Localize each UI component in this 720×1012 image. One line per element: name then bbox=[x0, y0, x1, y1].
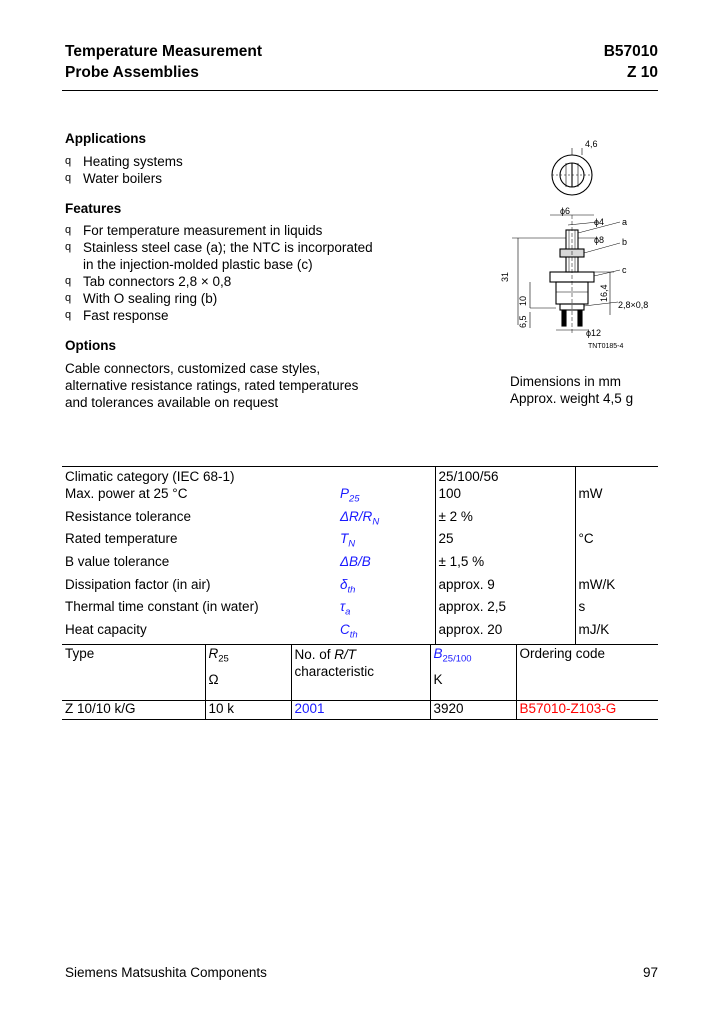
header-part-block bbox=[538, 41, 658, 83]
bullet-icon: q bbox=[65, 292, 72, 304]
list-item: q Tab connectors 2,8 × 0,8 bbox=[65, 274, 232, 289]
spec-parameter: Thermal time constant (in water) bbox=[65, 599, 259, 615]
spec-row bbox=[62, 530, 658, 553]
title-line-1: Temperature Measurement bbox=[65, 43, 262, 60]
spec-row bbox=[62, 621, 658, 644]
caption-weight: Approx. weight 4,5 g bbox=[510, 391, 634, 406]
spec-value: 25/100/56 bbox=[435, 467, 575, 486]
dim-phi12: ϕ12 bbox=[586, 328, 602, 338]
spec-row bbox=[62, 485, 658, 508]
list-item: q With O sealing ring (b) bbox=[65, 291, 218, 306]
spec-parameter: Dissipation factor (in air) bbox=[65, 576, 211, 592]
spec-unit: °C bbox=[575, 530, 658, 553]
spec-unit bbox=[575, 508, 658, 531]
spec-value: 100 bbox=[435, 485, 575, 508]
spec-unit bbox=[575, 467, 658, 486]
spec-symbol: $T_N$ bbox=[340, 531, 356, 551]
spec-value: approx. 9 bbox=[435, 576, 575, 599]
side-view bbox=[512, 215, 620, 335]
drawing-caption bbox=[510, 373, 633, 407]
spec-value: 25 bbox=[435, 530, 575, 553]
model-number: Z 10 bbox=[626, 64, 658, 81]
spec-symbol: $\Delta R/R_N$ bbox=[340, 508, 380, 528]
probe-dimension-drawing bbox=[490, 130, 660, 355]
col-b: $B_{25/100}$ K bbox=[430, 645, 516, 701]
spec-symbol bbox=[337, 467, 435, 486]
features-heading: Features bbox=[65, 201, 122, 216]
footer-page-number: 97 bbox=[642, 965, 658, 980]
ordering-header-row bbox=[62, 645, 658, 701]
spec-row bbox=[62, 508, 658, 531]
col-r25: $R_{25}$ Ω bbox=[205, 645, 291, 701]
top-view bbox=[552, 148, 592, 195]
col-ordering-code: Ordering code bbox=[516, 645, 658, 701]
list-item: q For temperature measurement in liquids bbox=[65, 223, 323, 238]
spec-parameter: B value tolerance bbox=[65, 554, 170, 570]
spec-parameter: Resistance tolerance bbox=[65, 508, 192, 524]
table-row bbox=[62, 701, 658, 720]
dim-top-label: 4,6 bbox=[585, 139, 598, 149]
dim-phi4: ϕ4 bbox=[594, 217, 605, 227]
dim-tab: 2,8×0,8 bbox=[618, 300, 649, 310]
cell-r25: 10 k bbox=[205, 701, 291, 720]
spec-value: ± 1,5 % bbox=[435, 553, 575, 576]
spec-symbol: ΔB/B bbox=[340, 554, 371, 570]
list-item: q Heating systems bbox=[65, 154, 183, 169]
spec-unit: mJ/K bbox=[575, 621, 658, 644]
bullet-icon: q bbox=[65, 241, 72, 253]
options-text: Cable connectors, customized case styles, alternative resistance ratings, rated temperatures and tolerances available on request bbox=[65, 361, 359, 410]
label-b: b bbox=[622, 237, 628, 247]
cell-ordering-code-link[interactable]: B57010-Z103-G bbox=[516, 701, 658, 720]
spec-symbol: $P_{25}$ bbox=[340, 486, 360, 505]
dim-31: 31 bbox=[500, 271, 510, 282]
options-heading: Options bbox=[65, 338, 116, 353]
list-item: q Stainless steel case (a); the NTC is incorporated bbox=[65, 240, 373, 255]
dim-10: 10 bbox=[518, 295, 528, 306]
spec-unit: mW bbox=[575, 485, 658, 508]
dim-phi6: ϕ6 bbox=[560, 206, 571, 216]
spec-unit: mW/K bbox=[575, 576, 658, 599]
list-item: q Water boilers bbox=[65, 171, 163, 186]
list-item-continuation: in the injection-molded plastic base (c) bbox=[83, 257, 313, 272]
dim-6-5: 6,5 bbox=[518, 315, 528, 328]
cell-b: 3920 bbox=[430, 701, 516, 720]
col-rt: No. of R/T characteristic bbox=[291, 645, 430, 701]
spec-row bbox=[62, 553, 658, 576]
header-rule bbox=[62, 90, 658, 91]
cell-type: Z 10/10 k/G bbox=[65, 701, 136, 716]
spec-value: approx. 2,5 bbox=[435, 598, 575, 621]
features-list bbox=[65, 222, 445, 324]
title-line-2: Probe Assemblies bbox=[65, 64, 199, 81]
spec-value: approx. 20 bbox=[435, 621, 575, 644]
ordering-table bbox=[62, 644, 658, 720]
dim-phi8: ϕ8 bbox=[594, 235, 605, 245]
label-c: c bbox=[622, 265, 627, 275]
drawing-code: TNT0185-4 bbox=[588, 343, 624, 350]
spec-row bbox=[62, 576, 658, 599]
spec-unit: s bbox=[575, 598, 658, 621]
bullet-icon: q bbox=[65, 155, 72, 167]
spec-parameter: Heat capacity bbox=[65, 622, 147, 638]
spec-row bbox=[62, 598, 658, 621]
list-item: q Fast response bbox=[65, 308, 169, 323]
bullet-icon: q bbox=[65, 275, 72, 287]
spec-value: ± 2 % bbox=[435, 508, 575, 531]
col-type: Type bbox=[65, 646, 95, 661]
spec-row bbox=[62, 467, 658, 486]
spec-unit bbox=[575, 553, 658, 576]
applications-list bbox=[65, 153, 425, 187]
label-a: a bbox=[622, 217, 628, 227]
spec-symbol: $\tau_a$ bbox=[340, 599, 351, 619]
part-number: B57010 bbox=[603, 43, 658, 60]
spec-symbol: $\delta_{th}$ bbox=[340, 576, 356, 596]
header-title bbox=[65, 41, 262, 83]
spec-table bbox=[62, 466, 658, 645]
bullet-icon: q bbox=[65, 309, 72, 321]
footer-company: Siemens Matsushita Components bbox=[65, 965, 267, 980]
applications-heading: Applications bbox=[65, 131, 147, 146]
dim-16-4: 16,4 bbox=[599, 284, 609, 302]
cell-rt-link[interactable]: 2001 bbox=[291, 701, 430, 720]
bullet-icon: q bbox=[65, 224, 72, 236]
spec-parameter: Max. power at 25 °C bbox=[65, 486, 188, 501]
spec-symbol: $C_{th}$ bbox=[340, 622, 358, 641]
caption-dimensions: Dimensions in mm bbox=[510, 374, 622, 389]
spec-parameter: Climatic category (IEC 68-1) bbox=[65, 469, 235, 484]
spec-parameter: Rated temperature bbox=[65, 531, 178, 547]
bullet-icon: q bbox=[65, 172, 72, 184]
